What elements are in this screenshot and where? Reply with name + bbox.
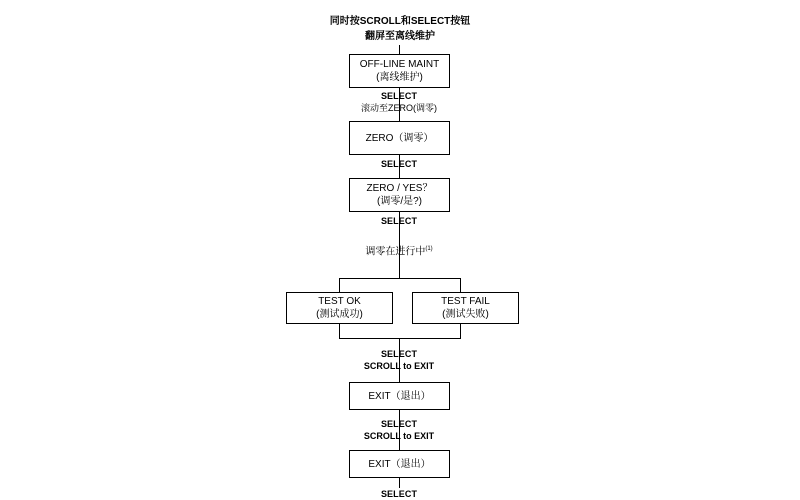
node-zero-yes-label2: (调零/是?) bbox=[377, 196, 422, 207]
merge-left-up bbox=[339, 324, 340, 338]
diagram-title-line1: 同时按SCROLL和SELECT按钮 bbox=[329, 16, 471, 27]
node-exit-1 bbox=[349, 382, 450, 410]
branch-left-down bbox=[339, 278, 340, 292]
label-select-2: SELECT bbox=[380, 159, 418, 169]
node-test-fail-label1: TEST FAIL bbox=[441, 296, 490, 307]
label-select-4: SELECT bbox=[380, 349, 418, 359]
node-off-line-maint-label2: (离线维护) bbox=[376, 72, 423, 83]
connector-exit2-to-bottom bbox=[399, 478, 400, 488]
branch-bar-top bbox=[339, 278, 461, 279]
label-select-3: SELECT bbox=[380, 216, 418, 226]
merge-bar-bottom bbox=[339, 338, 461, 339]
label-select-5: SELECT bbox=[380, 419, 418, 429]
label-zero-in-progress bbox=[339, 243, 459, 258]
node-test-ok bbox=[286, 292, 393, 324]
node-zero-yes-label1: ZERO / YES？ bbox=[366, 183, 433, 194]
node-test-fail bbox=[412, 292, 519, 324]
label-scroll-to-zero: 滚动至ZERO(调零) bbox=[361, 103, 437, 113]
node-off-line-maint bbox=[349, 54, 450, 88]
node-exit-2-label1: EXIT（退出） bbox=[368, 458, 431, 470]
label-zero-in-progress-text: 调零在进行中 bbox=[365, 246, 426, 258]
label-scroll-to-exit-2-text: SCROLL to EXIT bbox=[363, 431, 435, 441]
node-exit-2 bbox=[349, 450, 450, 478]
node-zero-label1: ZERO（调零） bbox=[365, 132, 434, 144]
label-zero-in-progress-note: (1) bbox=[425, 246, 433, 252]
node-zero bbox=[349, 121, 450, 155]
node-test-ok-label1: TEST OK bbox=[318, 296, 361, 307]
merge-right-up bbox=[460, 324, 461, 338]
branch-right-down bbox=[460, 278, 461, 292]
label-scroll-to-exit-1-text: SCROLL to EXIT bbox=[363, 361, 435, 371]
node-test-fail-label2: (测试失败) bbox=[442, 309, 489, 320]
diagram-title-line2: 翻屏至离线维护 bbox=[365, 31, 435, 42]
node-zero-yes bbox=[349, 178, 450, 212]
connector-title-to-offline bbox=[399, 45, 400, 54]
label-scroll-to-exit-2 bbox=[349, 430, 449, 442]
label-scroll-to-exit-1 bbox=[349, 360, 449, 372]
label-select-1: SELECT bbox=[380, 91, 418, 101]
node-exit-1-label1: EXIT（退出） bbox=[368, 390, 431, 402]
label-select-6: SELECT bbox=[380, 489, 418, 499]
node-off-line-maint-label1: OFF-LINE MAINT bbox=[359, 59, 440, 70]
node-test-ok-label2: (测试成功) bbox=[316, 309, 363, 320]
